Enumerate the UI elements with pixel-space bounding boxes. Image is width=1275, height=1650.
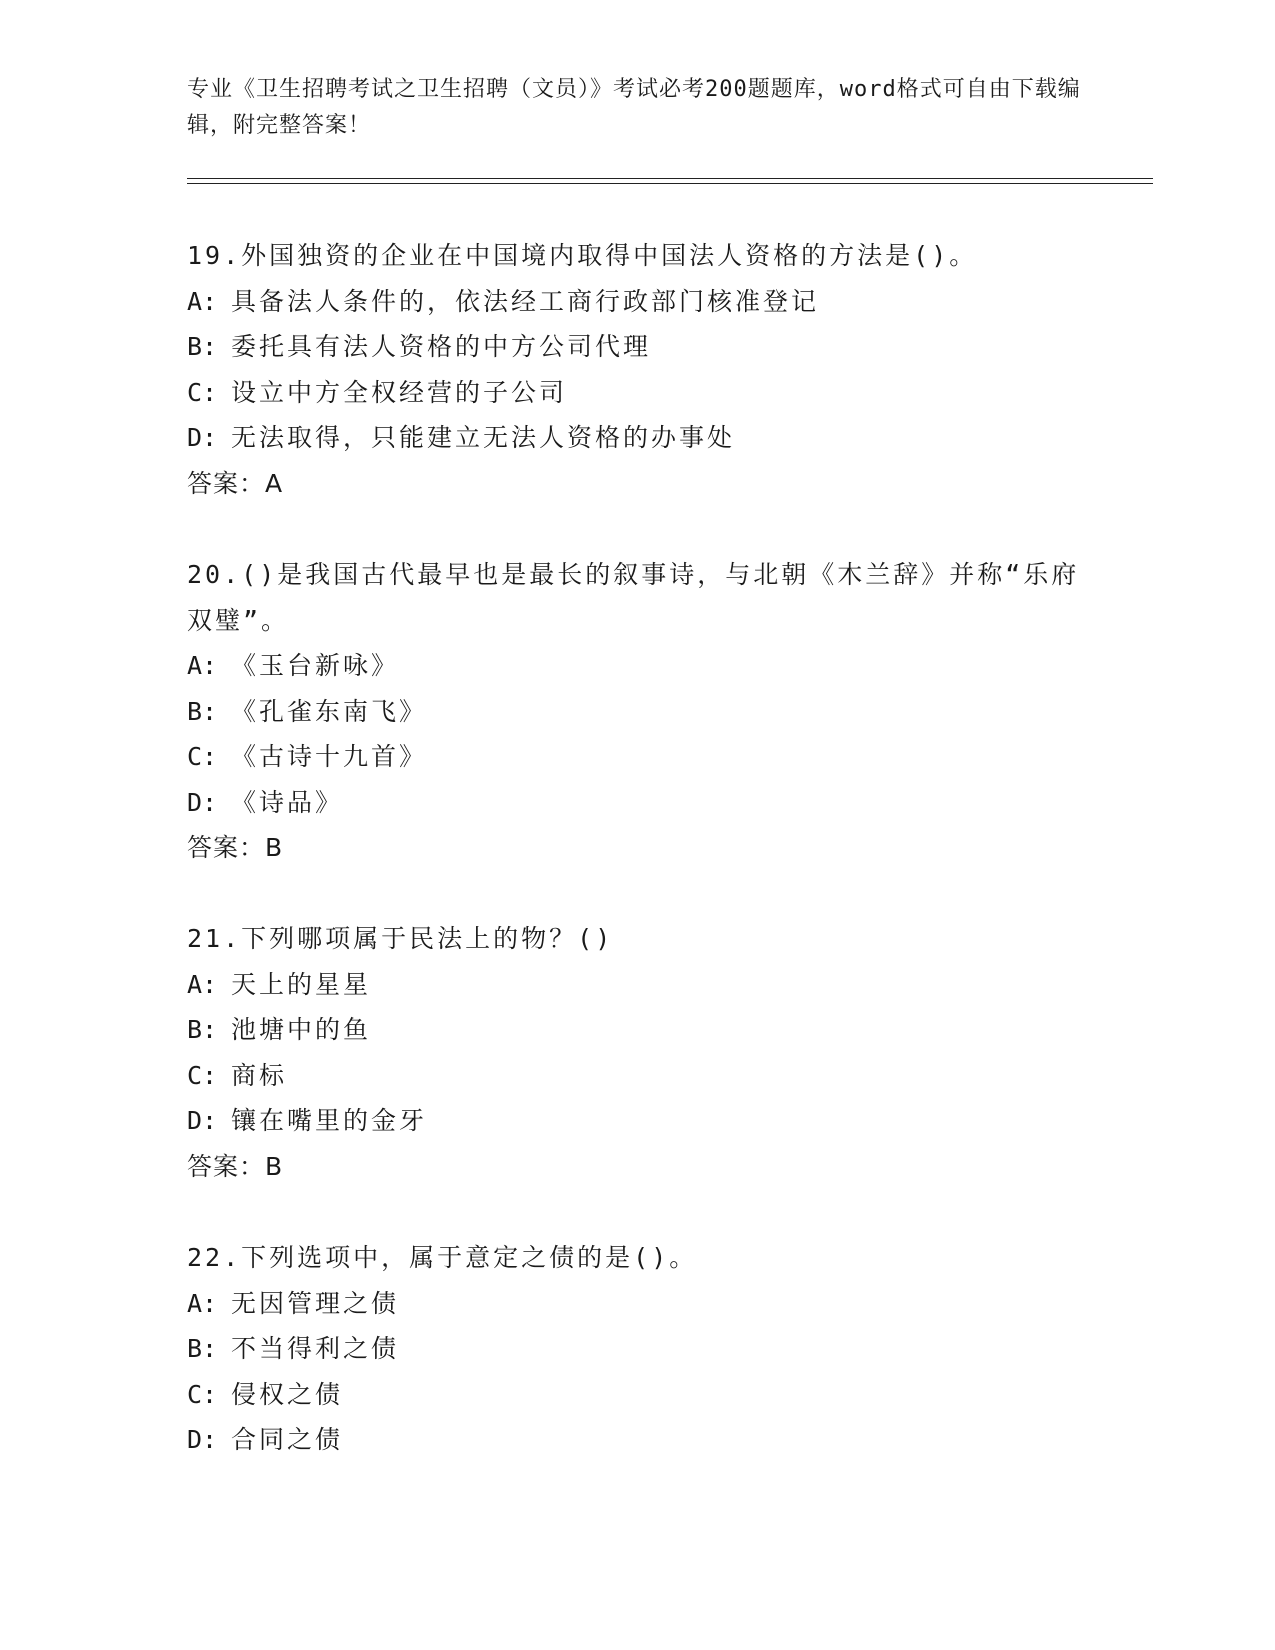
question-title: 20.()是我国古代最早也是最长的叙事诗，与北朝《木兰辞》并称“乐府双璧”。 [187, 560, 1080, 635]
question-20 [187, 552, 1087, 871]
question-21 [187, 916, 1087, 1189]
option-key: A: [187, 286, 218, 316]
question-19 [187, 233, 1087, 506]
option-d [187, 415, 1087, 461]
option-key: C: [187, 1060, 218, 1090]
option-text: 《古诗十九首》 [231, 742, 428, 771]
option-text: 无因管理之债 [231, 1288, 400, 1318]
option-c [187, 734, 1087, 780]
option-a [187, 962, 1087, 1008]
option-a [187, 643, 1087, 689]
option-a [187, 1281, 1087, 1327]
option-text: 天上的星星 [231, 969, 372, 999]
question-title: 19.外国独资的企业在中国境内取得中国法人资格的方法是()。 [187, 241, 978, 270]
option-text: 商标 [231, 1060, 288, 1090]
question-title: 21.下列哪项属于民法上的物？() [187, 924, 614, 953]
document-header: 专业《卫生招聘考试之卫生招聘（文员）》考试必考200题题库，word格式可自由下载编辑，附完整答案！ [187, 77, 1081, 138]
option-text: 《孔雀东南飞》 [231, 696, 428, 726]
option-b [187, 324, 1087, 370]
option-c [187, 370, 1087, 416]
option-key: D: [187, 423, 218, 452]
option-text: 委托具有法人资格的中方公司代理 [231, 332, 652, 361]
option-b [187, 1326, 1087, 1372]
question-title: 22.下列选项中，属于意定之债的是()。 [187, 1243, 698, 1272]
header-rule-bottom [187, 183, 1153, 184]
option-b [187, 689, 1087, 735]
option-text: 具备法人条件的，依法经工商行政部门核准登记 [231, 286, 820, 316]
header-rule-top [187, 178, 1153, 179]
option-text: 《玉台新咏》 [231, 651, 400, 680]
option-key: D: [187, 1425, 218, 1454]
option-text: 侵权之债 [231, 1379, 344, 1409]
option-text: 《诗品》 [231, 787, 344, 817]
question-22 [187, 1235, 1087, 1463]
option-text: 不当得利之债 [231, 1334, 400, 1363]
answer-line: 答案：B [187, 1151, 284, 1181]
option-d [187, 1098, 1087, 1144]
option-key: B: [187, 1015, 218, 1044]
option-key: A: [187, 969, 218, 999]
option-key: C: [187, 742, 218, 771]
option-c [187, 1372, 1087, 1418]
option-key: C: [187, 377, 218, 407]
answer-line: 答案：A [187, 468, 284, 498]
option-text: 镶在嘴里的金牙 [231, 1106, 428, 1135]
option-text: 池塘中的鱼 [231, 1015, 372, 1044]
answer-line: 答案：B [187, 833, 284, 862]
option-key: D: [187, 1106, 218, 1135]
option-text: 设立中方全权经营的子公司 [231, 377, 568, 407]
option-key: D: [187, 787, 218, 817]
option-key: B: [187, 1334, 218, 1363]
option-c [187, 1053, 1087, 1099]
option-d [187, 1417, 1087, 1463]
option-a [187, 279, 1087, 325]
option-key: A: [187, 1288, 218, 1318]
option-text: 无法取得，只能建立无法人资格的办事处 [231, 423, 736, 452]
option-d [187, 780, 1087, 826]
option-key: C: [187, 1379, 218, 1409]
option-text: 合同之债 [231, 1425, 344, 1454]
option-key: B: [187, 696, 218, 726]
option-key: B: [187, 332, 218, 361]
option-b [187, 1007, 1087, 1053]
option-key: A: [187, 651, 218, 680]
